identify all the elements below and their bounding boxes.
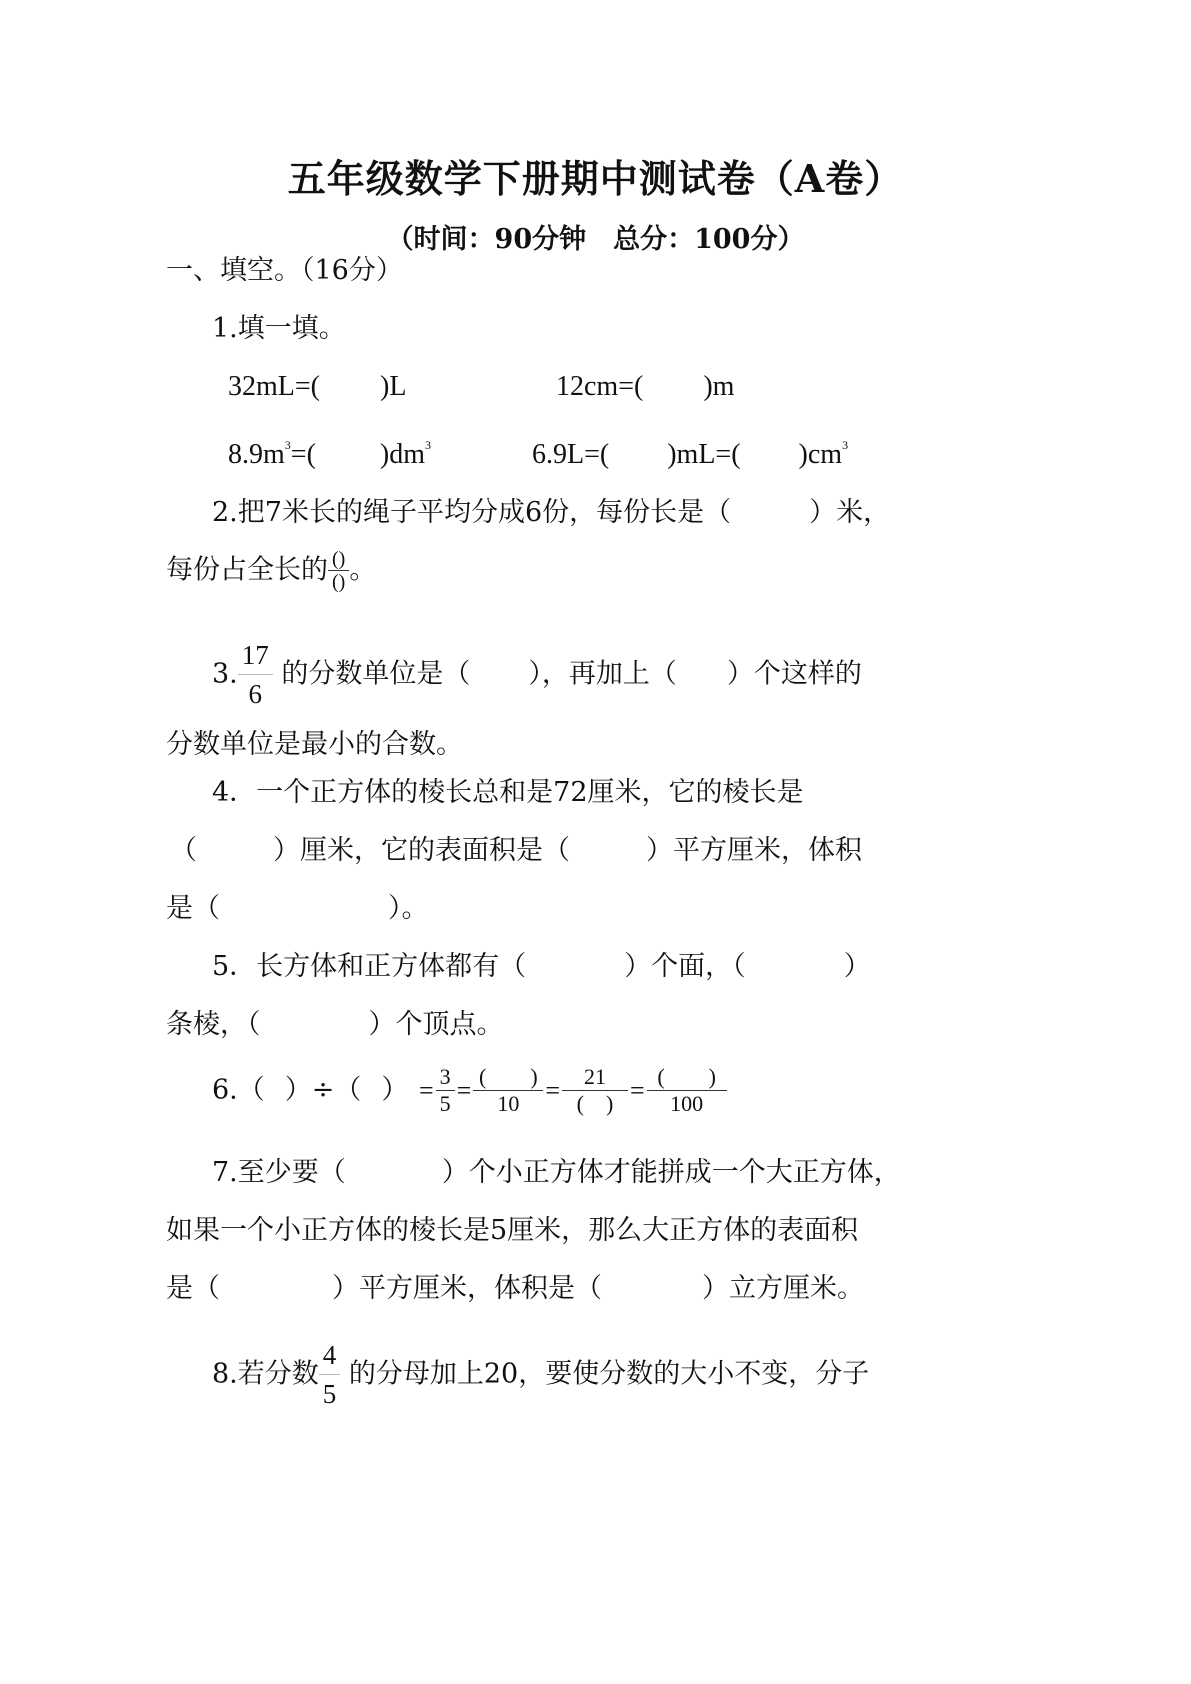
q1-item-c <box>228 428 431 472</box>
q1-item-d <box>532 428 848 472</box>
q2-text-2: 每份占全长的 <box>166 554 328 586</box>
q1-c-eq: =( <box>290 439 316 470</box>
question-7-line-3 <box>166 1272 864 1306</box>
numerator: 4 <box>319 1336 341 1375</box>
q1-a-text: 32mL=( <box>228 371 320 402</box>
q1-d-unit: )cm <box>798 439 843 470</box>
superscript: 3 <box>425 438 432 452</box>
q4-text-3: ）平方厘米，体积 <box>646 835 862 866</box>
denominator: 10 <box>497 1091 520 1116</box>
numerator: ( ) <box>647 1064 727 1091</box>
period: 。 <box>349 554 377 586</box>
fraction-4-5 <box>319 1336 341 1413</box>
q1-item-a <box>228 370 406 404</box>
q1-c-unit: )dm <box>379 439 426 470</box>
paren-close: ） <box>843 951 871 982</box>
q1-b-text: 12cm=( <box>556 371 644 402</box>
equals: = <box>630 1075 645 1105</box>
q7-text-3: 是（ <box>166 1273 220 1304</box>
q6-text-1: 6.（ <box>212 1074 265 1106</box>
fraction-17-6 <box>238 636 273 713</box>
q3-text-1: 的分数单位是（ <box>281 658 471 690</box>
question-3-line-2: 分数单位是最小的合数。 <box>166 729 463 760</box>
q5-text-2: ）个面，（ <box>624 951 746 982</box>
q8-text-1: 8.若分数 <box>212 1358 319 1390</box>
numerator: 3 <box>436 1064 455 1091</box>
equals: = <box>545 1075 560 1105</box>
denominator: 100 <box>670 1091 704 1116</box>
q1-d-mid: )mL=( <box>667 439 741 470</box>
denominator: 5 <box>322 1379 337 1409</box>
q7-text-1: 7.至少要（ <box>212 1157 346 1188</box>
question-5-line-1 <box>212 950 871 984</box>
fraction-21-blank[interactable] <box>562 1064 628 1117</box>
q5-text-3: 条棱，（ <box>166 1009 261 1040</box>
q4-text-2: ）厘米，它的表面积是（ <box>273 835 570 866</box>
fraction-blank[interactable] <box>328 548 349 593</box>
question-3-line-1 <box>212 636 862 713</box>
numerator: 17 <box>238 636 273 675</box>
fraction-3-5 <box>436 1064 455 1117</box>
q2-text-end: ）米， <box>809 497 891 528</box>
q3-text-3: ）个这样的 <box>726 658 862 690</box>
numerator: 21 <box>562 1064 628 1091</box>
q1-c-text: 8.9m <box>228 439 285 470</box>
fraction-blank-10[interactable] <box>473 1064 543 1117</box>
q3-number: 3. <box>212 658 238 690</box>
fraction-blank-100[interactable] <box>647 1064 727 1117</box>
question-8 <box>212 1336 869 1413</box>
q4-text-4: 是（ <box>166 893 220 924</box>
q5-text-1: 5．长方体和正方体都有（ <box>212 951 527 982</box>
q2-text: 2.把7米长的绳子平均分成6份，每份长是（ <box>212 497 732 528</box>
question-5-line-2 <box>166 1008 504 1042</box>
question-2-line-2 <box>166 548 376 593</box>
question-4-line-1: 4．一个正方体的棱长总和是72厘米，它的棱长是 <box>212 777 804 808</box>
denominator: ( ) <box>576 1091 614 1116</box>
q1-d-text: 6.9L=( <box>532 439 610 470</box>
paren-close: ） <box>381 1074 409 1106</box>
question-6 <box>212 1064 727 1117</box>
q7-text-4: ）平方厘米，体积是（ <box>332 1273 602 1304</box>
denominator: 6 <box>248 679 263 709</box>
equals: = <box>456 1075 472 1105</box>
question-4-line-2 <box>170 834 862 868</box>
page-title: 五年级数学下册期中测试卷（A卷） <box>287 156 904 201</box>
question-4-line-3 <box>166 892 429 926</box>
q4-text-5: ）。 <box>388 893 429 924</box>
numerator: () <box>328 548 349 571</box>
superscript: 3 <box>842 438 849 452</box>
question-7-line-2: 如果一个小正方体的棱长是5厘米，那么大正方体的表面积 <box>166 1215 859 1246</box>
question-7-line-1 <box>212 1156 901 1190</box>
q1-item-b <box>556 370 734 404</box>
denominator: () <box>332 571 346 593</box>
q1-b-unit: )m <box>703 371 735 402</box>
q6-divide: ）÷（ <box>284 1074 362 1106</box>
numerator: ( ) <box>473 1064 543 1091</box>
section-heading: 一、填空。（16分） <box>166 255 403 286</box>
denominator: 5 <box>439 1091 451 1116</box>
exam-info: （时间：90分钟 总分：100分） <box>386 224 805 255</box>
q3-text-2: ），再加上（ <box>528 658 677 690</box>
q8-text-2: 的分母加上20，要使分数的大小不变，分子 <box>348 1358 870 1390</box>
q1-a-unit: )L <box>380 371 407 402</box>
equals: = <box>418 1075 434 1105</box>
q5-text-4: ）个顶点。 <box>368 1009 504 1040</box>
question-1-label: 1.填一填。 <box>212 313 346 344</box>
superscript: 3 <box>284 438 291 452</box>
q7-text-2: ）个小正方体才能拼成一个大正方体， <box>441 1157 901 1188</box>
q7-text-5: ）立方厘米。 <box>702 1273 864 1304</box>
question-2-line-1 <box>212 496 890 530</box>
paren-open: （ <box>170 835 197 866</box>
